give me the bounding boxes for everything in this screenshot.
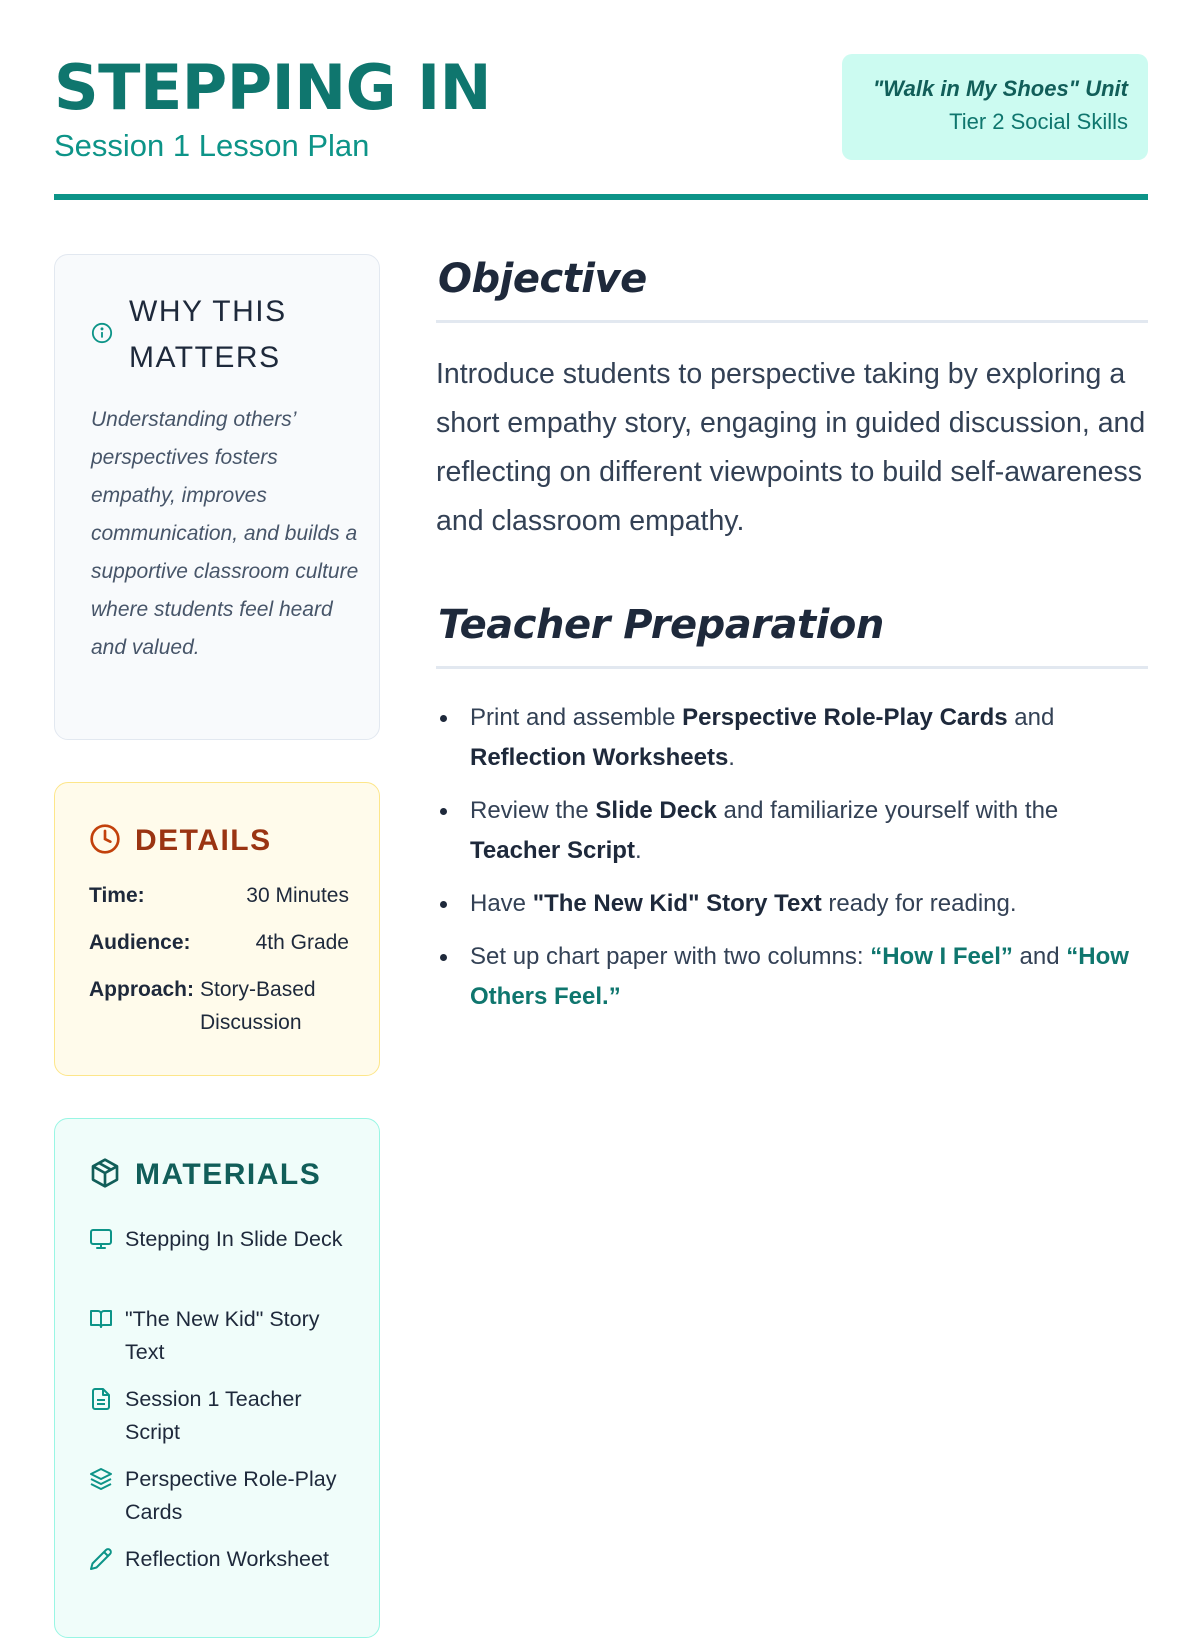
materials-header	[89, 1155, 321, 1195]
objective-text: Introduce students to perspective taking by exploring a short empathy story, engaging in guided discussion, and reflecting on different viewpoints to build self-awareness and classroom empathy.	[436, 358, 1146, 537]
package-icon	[89, 1157, 121, 1194]
detail-value: 30 Minutes	[246, 884, 349, 907]
preparation-heading: Teacher Preparation	[438, 602, 884, 648]
page-title: STEPPING IN	[54, 51, 492, 124]
list-item: Review the Slide Deck and familiarize yourself with the Teacher Script.	[436, 791, 1152, 871]
detail-label: Time:	[89, 884, 145, 907]
detail-label: Audience:	[89, 931, 191, 954]
list-item: Set up chart paper with two columns: “How I Feel” and “How Others Feel.”	[436, 937, 1152, 1017]
list-item: Have "The New Kid" Story Text ready for reading.	[436, 884, 1152, 924]
unit-name: "Walk in My Shoes" Unit	[872, 76, 1128, 101]
layers-icon	[89, 1467, 113, 1496]
material-label: Reflection Worksheet	[125, 1547, 329, 1571]
material-label: Stepping In Slide Deck	[125, 1227, 343, 1251]
unit-tag	[842, 54, 1148, 160]
materials-title: MATERIALS	[135, 1158, 322, 1191]
pencil-icon	[89, 1547, 113, 1576]
why-header	[91, 289, 329, 381]
why-text: Understanding others’ perspectives fosters empathy, improves communication, and builds a supportive classroom culture where students feel heard and valued.	[91, 408, 359, 659]
document-icon	[89, 1387, 113, 1416]
monitor-icon	[89, 1227, 113, 1256]
header-divider	[54, 194, 1148, 200]
material-label: Perspective Role-Play Cards	[125, 1467, 337, 1524]
why-this-matters-card	[54, 254, 380, 740]
info-icon	[91, 322, 113, 349]
detail-value: 4th Grade	[255, 931, 349, 954]
preparation-divider	[436, 666, 1148, 669]
details-header	[89, 821, 272, 861]
book-icon	[89, 1307, 113, 1336]
detail-label: Approach:	[89, 978, 194, 1001]
objective-divider	[436, 320, 1148, 323]
material-label: Session 1 Teacher Script	[125, 1387, 302, 1444]
list-item: Print and assemble Perspective Role-Play Cards and Reflection Worksheets.	[436, 698, 1152, 778]
materials-card	[54, 1118, 380, 1638]
preparation-list	[436, 698, 1152, 1030]
tier-label: Tier 2 Social Skills	[949, 109, 1128, 134]
clock-icon	[89, 823, 121, 860]
objective-heading: Objective	[438, 256, 647, 302]
details-title: DETAILS	[135, 824, 272, 857]
header	[54, 52, 1148, 202]
why-title: WHY THIS MATTERS	[129, 295, 287, 374]
material-label: "The New Kid" Story Text	[125, 1307, 320, 1364]
detail-value: Story-Based Discussion	[200, 978, 316, 1034]
page-subtitle: Session 1 Lesson Plan	[54, 128, 370, 163]
details-card	[54, 782, 380, 1076]
